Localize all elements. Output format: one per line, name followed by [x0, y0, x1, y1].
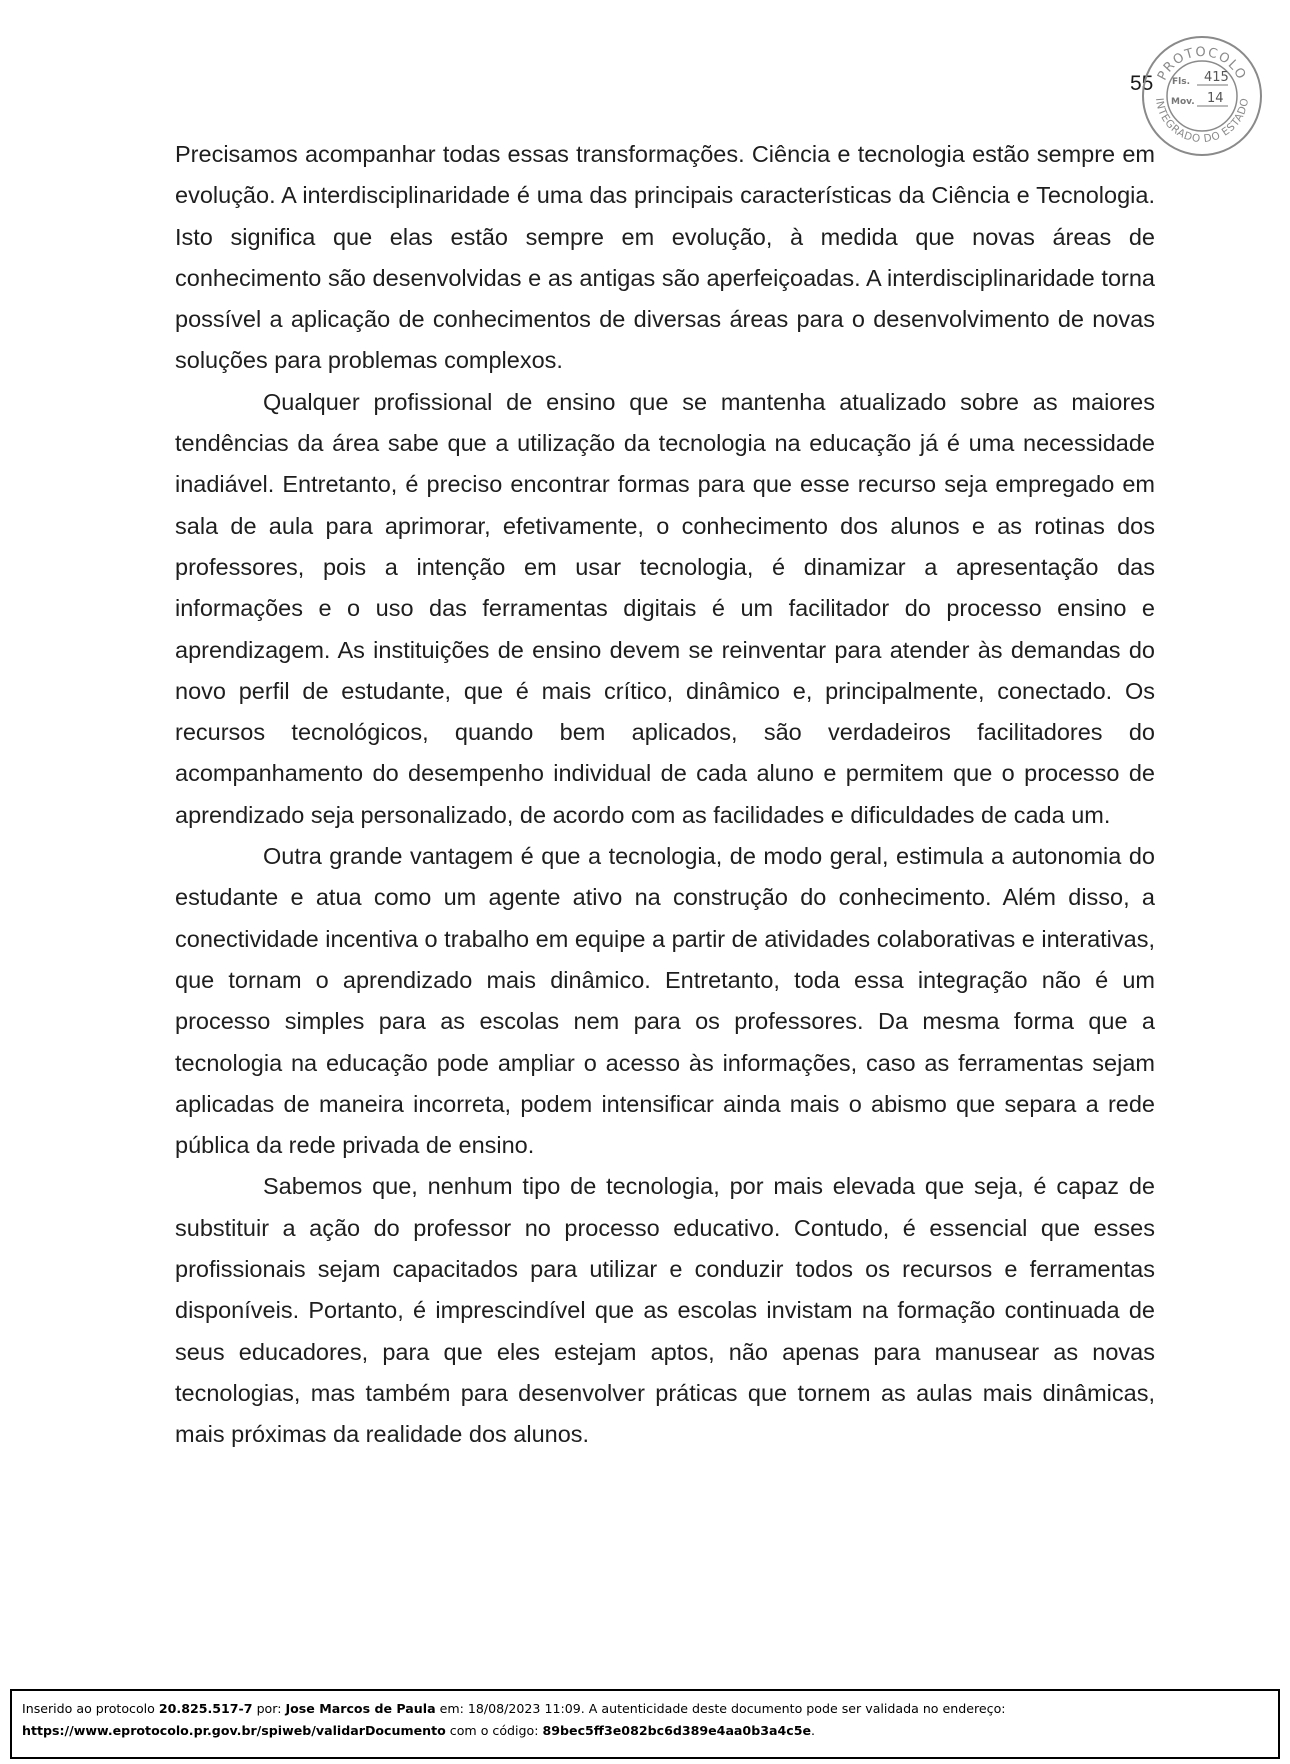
footer-date-label: em:: [435, 1701, 468, 1716]
document-body: [175, 134, 1155, 1456]
footer-protocol-number: 20.825.517-7: [158, 1701, 253, 1716]
footer-line-2: [22, 1720, 1268, 1742]
footer-end: .: [811, 1723, 816, 1738]
paragraph: Outra grande vantagem é que a tecnologia, de modo geral, estimula a autonomia do estudante e atua como um agente ativo na construção do conhecimento. Além disso, a conectividade incentiva o trabalho em equipe a partir de atividades colaborativas e interativas, que tornam o aprendizado mais dinâmico. Entretanto, toda essa integração não é um processo simples para as escolas nem para os professores. Da mesma forma que a tecnologia na educação pode ampliar o acesso às informações, caso as ferramentas sejam aplicadas de maneira incorreta, podem intensificar ainda mais o abismo que separa a rede pública da rede privada de ensino.: [175, 843, 1155, 1159]
stamp-mov-value: 14: [1207, 91, 1224, 106]
paragraph: Qualquer profissional de ensino que se mantenha atualizado sobre as maiores tendências da área sabe que a utilização da tecnologia na educação já é uma necessidade inadiável. Entretanto, é preciso encontrar formas para que esse recurso seja empregado em sala de aula para aprimorar, efetivamente, o conhecimento dos alunos e as rotinas dos professores, pois a intenção em usar tecnologia, é dinamizar a apresentação das informações e o uso das ferramentas digitais é um facilitador do processo ensino e aprendizagem. As instituições de ensino devem se reinventar para atender às demandas do novo perfil de estudante, que é mais crítico, dinâmico e, principalmente, conectado. Os recursos tecnológicos, quando bem aplicados, são verdadeiros facilitadores do acompanhamento do desempenho individual de cada aluno e permitem que o processo de aprendizado seja personalizado, de acordo com as facilidades e dificuldades de cada um.: [175, 388, 1155, 828]
authenticity-footer: [10, 1689, 1280, 1759]
svg-text:PROTOCOLO: [1155, 45, 1249, 83]
protocol-stamp: [1140, 34, 1264, 158]
footer-by-label: por:: [252, 1701, 286, 1716]
stamp-fls-label: Fls.: [1172, 77, 1191, 87]
footer-validation-code: 89bec5ff3e082bc6d389e4aa0b3a4c5e: [542, 1723, 812, 1738]
page-number: 55: [1130, 72, 1154, 95]
footer-author: Jose Marcos de Paula: [285, 1701, 436, 1716]
stamp-mov-label: Mov.: [1171, 97, 1195, 107]
footer-code-label: com o código:: [445, 1723, 543, 1738]
stamp-fls-value: 415: [1204, 70, 1229, 85]
paragraph: Precisamos acompanhar todas essas transformações. Ciência e tecnologia estão sempre em evolução. A interdisciplinaridade é uma das principais características da Ciência e Tecnologia. Isto significa que elas estão sempre em evolução, à medida que novas áreas de conhecimento são desenvolvidas e as antigas são aperfeiçoadas. A interdisciplinaridade torna possível a aplicação de conhecimentos de diversas áreas para o desenvolvimento de novas soluções para problemas complexos.: [175, 141, 1155, 374]
stamp-ring-bottom: INTEGRADO DO ESTADO: [1153, 97, 1252, 146]
footer-line-1: [22, 1698, 1268, 1720]
paragraph: Sabemos que, nenhum tipo de tecnologia, por mais elevada que seja, é capaz de substituir a ação do professor no processo educativo. Contudo, é essencial que esses profissionais sejam capacitados para utilizar e conduzir todos os recursos e ferramentas disponíveis. Portanto, é imprescindível que as escolas invistam na formação continuada de seus educadores, para que eles estejam aptos, não apenas para manusear as novas tecnologias, mas também para desenvolver práticas que tornem as aulas mais dinâmicas, mais próximas da realidade dos alunos.: [175, 1173, 1155, 1448]
footer-validation-text: . A autenticidade deste documento pode ser validada no endereço:: [580, 1701, 1006, 1716]
footer-date: 18/08/2023 11:09: [467, 1701, 581, 1716]
footer-validation-url[interactable]: https://www.eprotocolo.pr.gov.br/spiweb/validarDocumento: [22, 1723, 446, 1738]
stamp-ring-top: PROTOCOLO: [1154, 44, 1250, 84]
footer-prefix: Inserido ao protocolo: [22, 1701, 159, 1716]
